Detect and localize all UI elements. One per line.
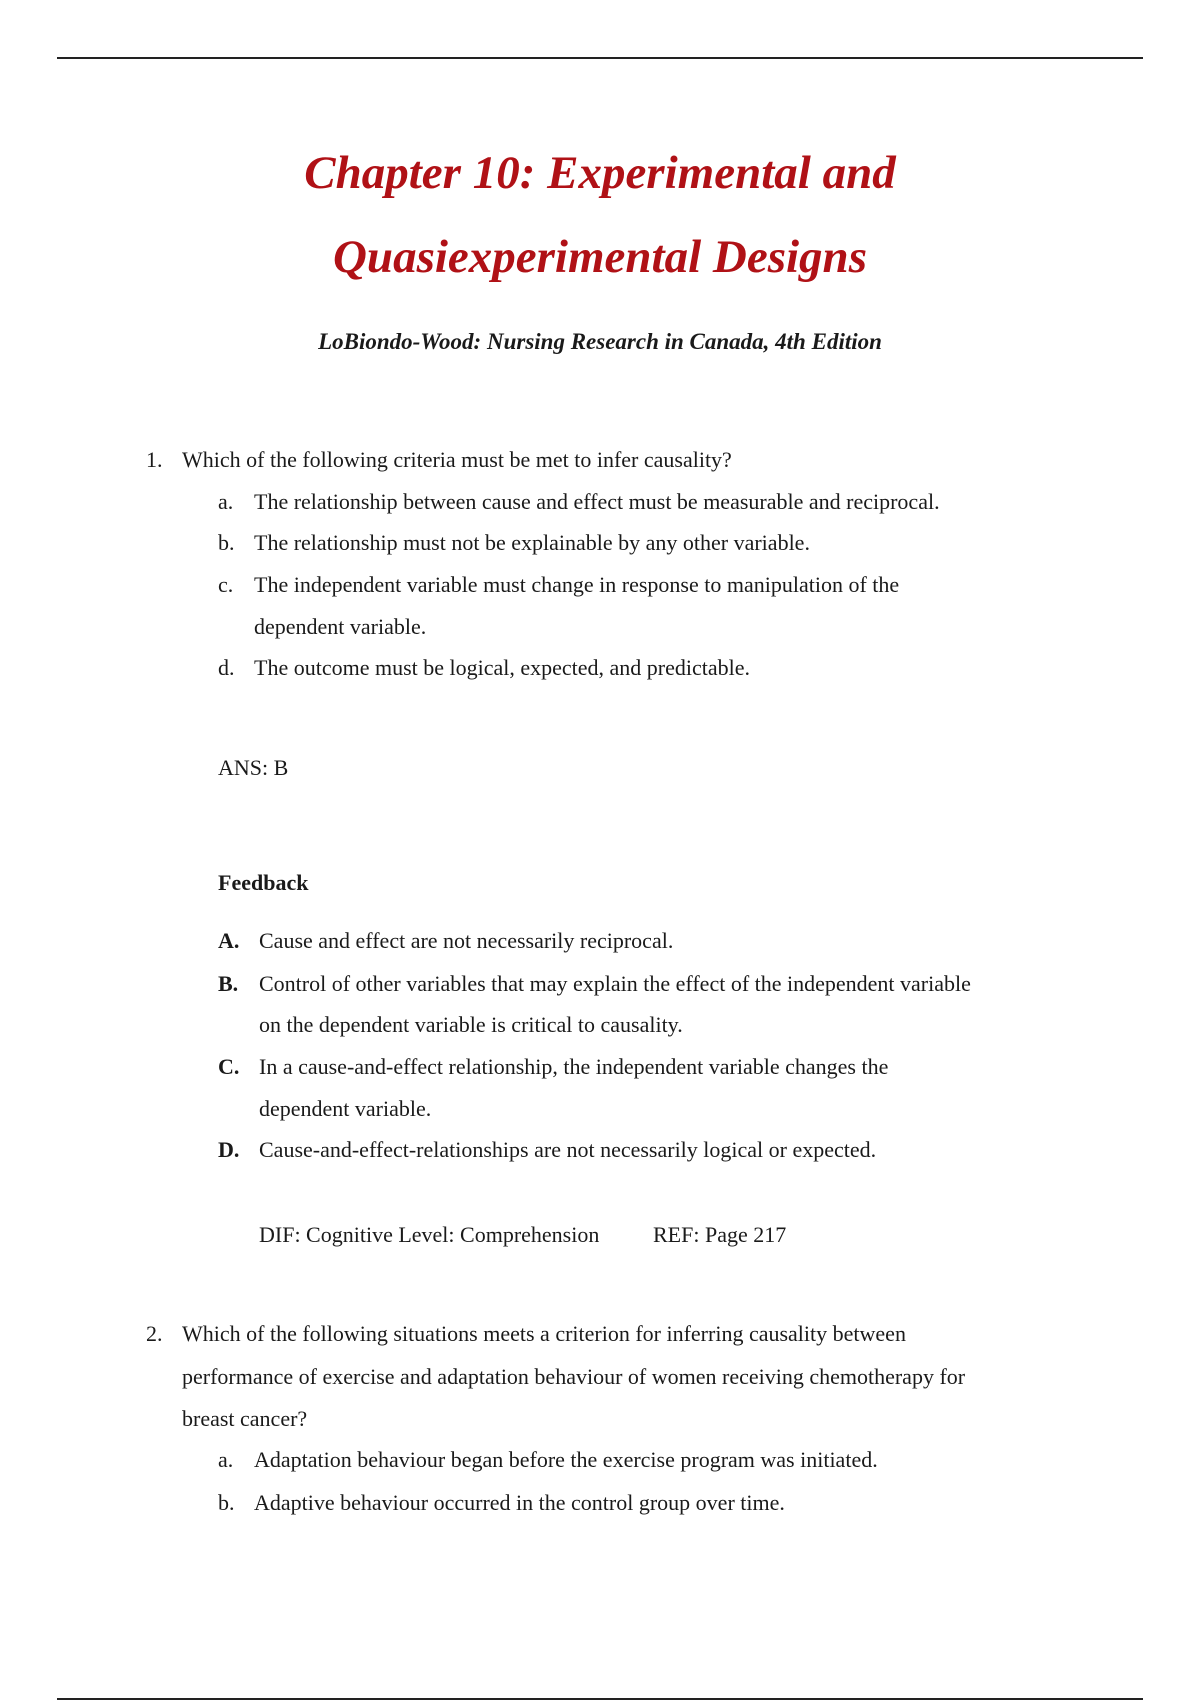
question-stem-line: Which of the following criteria must be met to infer causality? bbox=[182, 447, 732, 472]
option-text: The independent variable must change in response to manipulation of the bbox=[254, 572, 900, 597]
option-letter: a. bbox=[218, 1447, 234, 1472]
top-rule bbox=[57, 57, 1143, 59]
option-text: The relationship must not be explainable by any other variable. bbox=[254, 530, 810, 555]
question-stem-line: Which of the following situations meets a criterion for inferring causality between bbox=[182, 1321, 906, 1346]
feedback-letter: D. bbox=[218, 1137, 240, 1162]
option-letter: c. bbox=[218, 572, 234, 597]
feedback-text: dependent variable. bbox=[259, 1096, 432, 1121]
feedback-text: on the dependent variable is critical to causality. bbox=[259, 1012, 683, 1037]
option-text: Adaptation behaviour began before the exercise program was initiated. bbox=[254, 1447, 878, 1472]
question-stem-line: performance of exercise and adaptation behaviour of women receiving chemotherapy for bbox=[182, 1364, 966, 1389]
chapter-title-line-1: Chapter 10: Experimental and bbox=[304, 147, 896, 199]
option-text: The relationship between cause and effect must be measurable and reciprocal. bbox=[254, 489, 940, 514]
question-number: 1. bbox=[146, 447, 163, 472]
option-text: The outcome must be logical, expected, and predictable. bbox=[254, 655, 751, 680]
option-text: dependent variable. bbox=[254, 614, 427, 639]
feedback-letter: C. bbox=[218, 1054, 240, 1079]
option-letter: b. bbox=[218, 1490, 235, 1515]
option-letter: b. bbox=[218, 530, 235, 555]
chapter-title-line-2: Quasiexperimental Designs bbox=[332, 231, 867, 283]
feedback-letter: A. bbox=[218, 928, 240, 953]
feedback-heading: Feedback bbox=[218, 870, 309, 895]
option-letter: a. bbox=[218, 489, 234, 514]
book-subtitle: LoBiondo-Wood: Nursing Research in Canada, 4th Edition bbox=[318, 329, 882, 354]
feedback-text: Control of other variables that may explain the effect of the independent variable bbox=[259, 971, 971, 996]
option-letter: d. bbox=[218, 655, 235, 680]
option-text: Adaptive behaviour occurred in the control group over time. bbox=[254, 1490, 785, 1515]
question-stem-line: breast cancer? bbox=[182, 1406, 308, 1431]
feedback-letter: B. bbox=[218, 971, 239, 996]
feedback-text: Cause and effect are not necessarily reciprocal. bbox=[259, 928, 674, 953]
feedback-text: In a cause-and-effect relationship, the independent variable changes the bbox=[259, 1054, 889, 1079]
feedback-text: Cause-and-effect-relationships are not necessarily logical or expected. bbox=[259, 1137, 877, 1162]
question-number: 2. bbox=[146, 1321, 163, 1346]
reference-label: REF: Page 217 bbox=[653, 1222, 787, 1247]
answer-key: ANS: B bbox=[218, 755, 289, 780]
difficulty-label: DIF: Cognitive Level: Comprehension bbox=[259, 1222, 600, 1247]
